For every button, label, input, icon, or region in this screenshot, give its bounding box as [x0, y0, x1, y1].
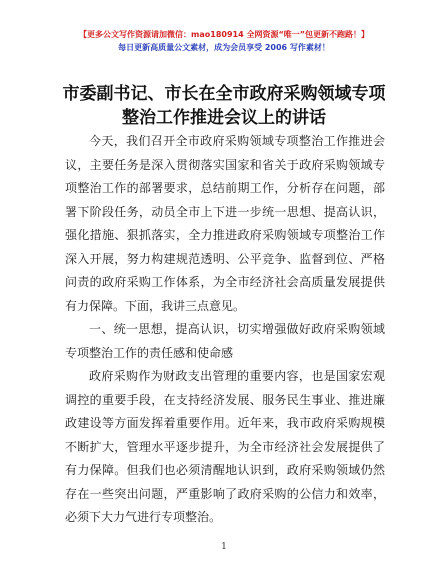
paragraph-intro: 今天，我们召开全市政府采购领域专项整治工作推进会议，主要任务是深入贯彻落实国家和省关于政府采购领域专项整治工作的部署要求，总结前期工作，分析存在问题，部署下阶段任务，动员全市上下进一步统一思想、提高认识，强化措施、狠抓落实，全力推进政府采购领域专项整治工作深入开展，努力构建规范透明、公平竞争、监督到位、严格问责的政府采购工作体系，为全市经济社会高质量发展提供有力保障。下面，我讲三点意见。 — [65, 134, 385, 313]
promo-banner-line-2: 每日更新高质量公文素材，成为会员享受 2006 写作素材！ — [118, 43, 330, 52]
promo-banner-line-1: 【更多公文写作资源请加微信：mao180914 全网资源“唯一”包更新不跑路！】 — [79, 30, 369, 39]
section-heading-1: 一、统一思想，提高认识，切实增强做好政府采购领域专项整治工作的责任感和使命感 — [65, 322, 385, 360]
document-body — [65, 130, 385, 530]
promo-banner — [0, 28, 448, 54]
page-number: 1 — [221, 542, 227, 552]
paragraph-section-1: 政府采购作为财政支出管理的重要内容，也是国家宏观调控的重要手段，在支持经济发展、服务民生事业、推进廉政建设等方面发挥着重要作用。近年来，我市政府采购规模不断扩大，管理水平逐步提升，为全市经济社会发展提供了有力保障。但我们也必须清醒地认识到，政府采购领域仍然存在一些突出问题，严重影响了政府采购的公信力和效率，必须下大力气进行专项整治。 — [65, 369, 385, 524]
document-title: 市委副书记、市长在全市政府采购领域专项整治工作推进会议上的讲话 — [62, 84, 386, 128]
